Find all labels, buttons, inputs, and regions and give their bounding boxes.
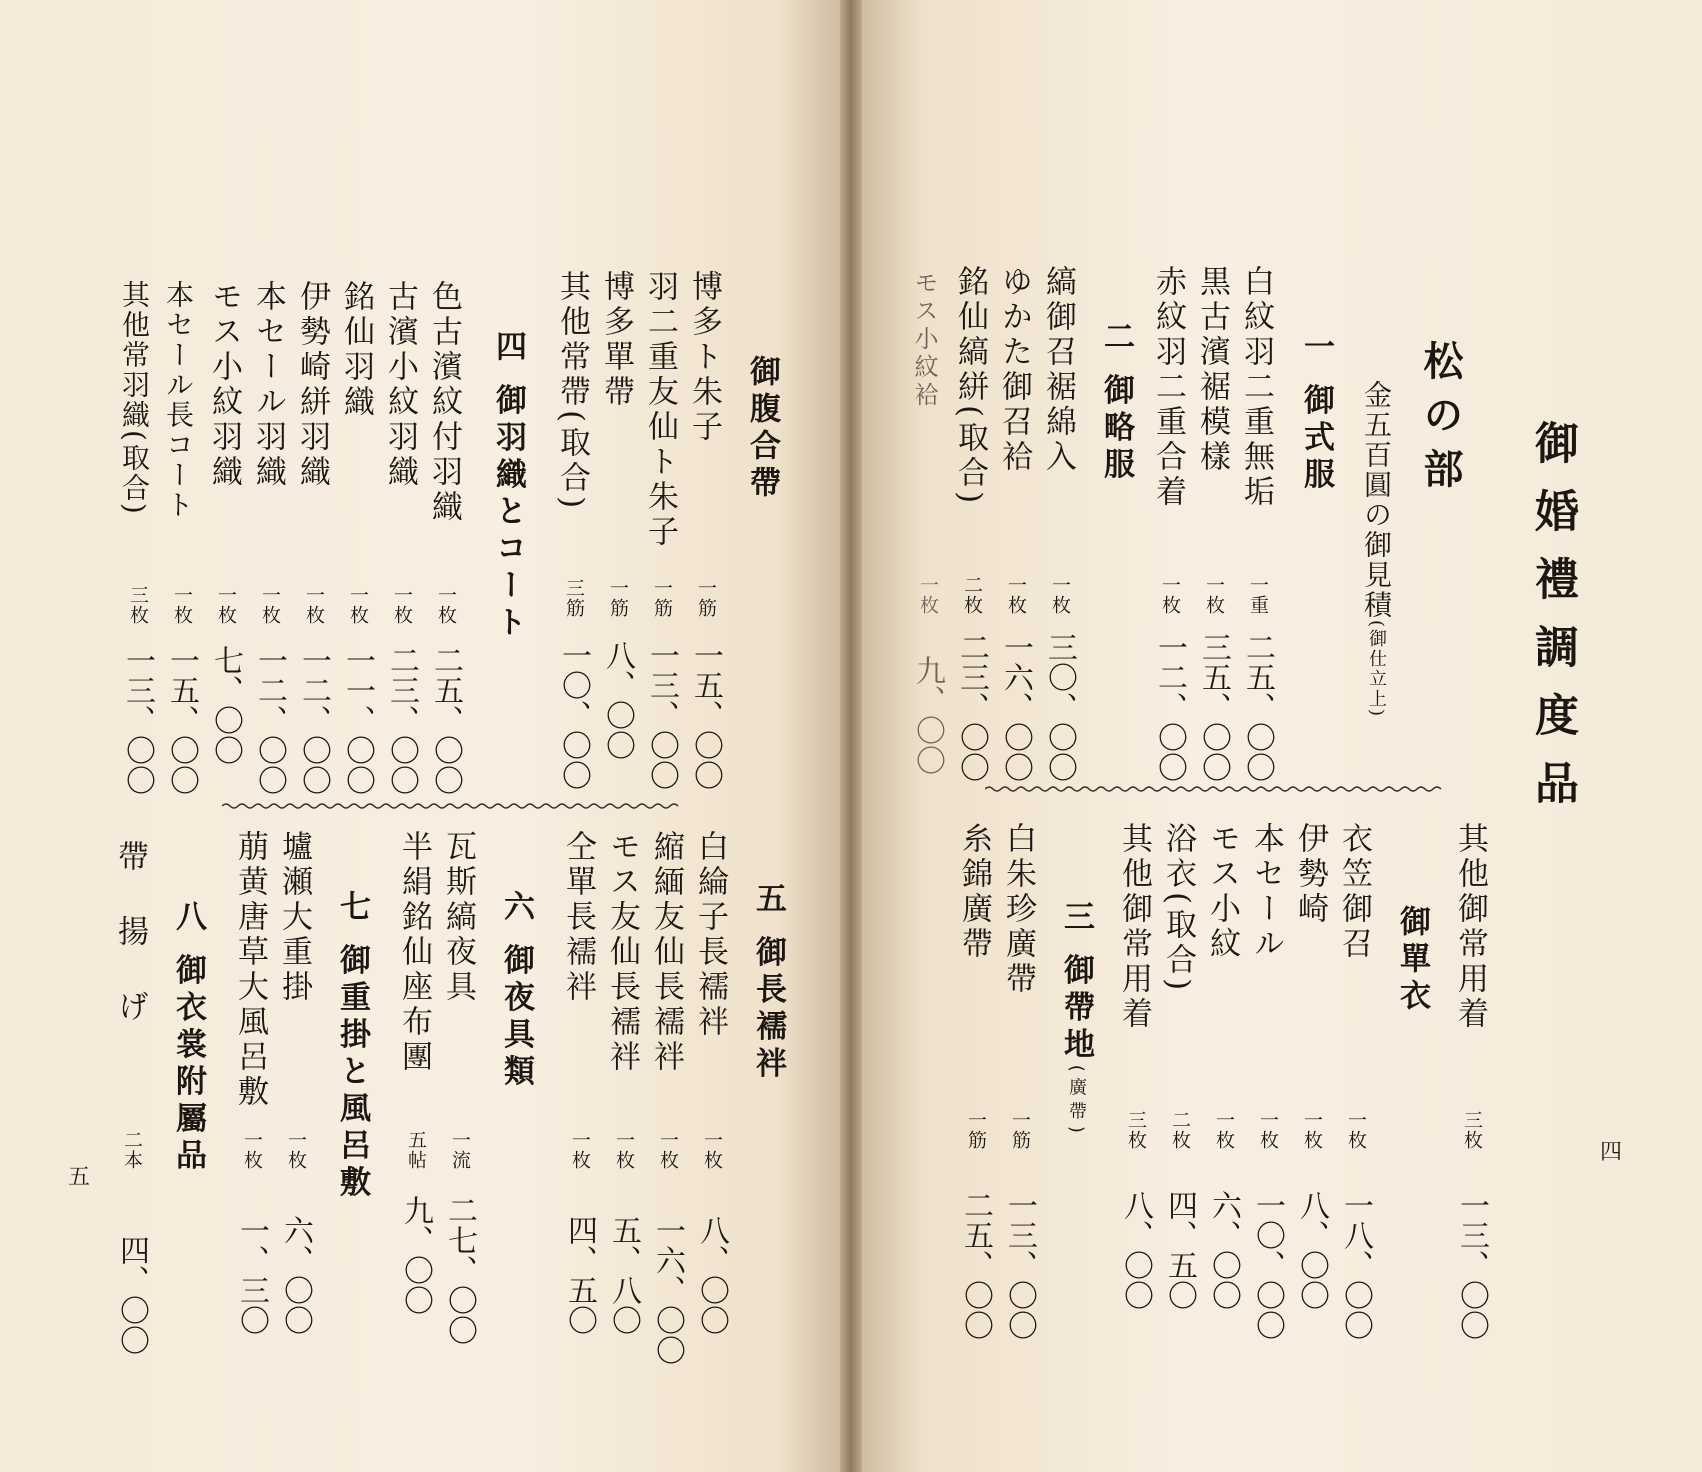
item-name: 仝單長襦袢 (560, 830, 596, 1005)
budget-text: 金五百圓の御見積(御仕立上) (1360, 380, 1393, 719)
item-qty: 一枚 (1049, 575, 1071, 615)
item-price: 一〇、〇〇 (1250, 1190, 1285, 1340)
item-qty: 二本 (121, 1130, 143, 1170)
item-name: 銘仙羽織 (338, 280, 374, 420)
item-name: 其他常羽織(取合) (118, 280, 151, 516)
page-number: 四 (1600, 1140, 1623, 1165)
item-price: 一五、〇〇 (688, 640, 723, 790)
item-name: 黒古濱裾模樣 (1194, 265, 1230, 475)
group-heading: 二 御略服 (1098, 320, 1134, 485)
item-name: 本セール羽織 (250, 280, 286, 490)
item-qty: 一枚 (657, 1130, 679, 1170)
item-price: 一三、〇〇 (120, 645, 155, 795)
item-name: 縞御召裾綿入 (1040, 265, 1076, 475)
item-price: 二三、〇〇 (384, 645, 419, 795)
section-title: 松の部 (1417, 340, 1463, 502)
item-qty: 一枚 (391, 585, 413, 625)
item-price: 二五、〇〇 (428, 645, 463, 795)
item-name: 博多ト朱子 (686, 270, 722, 445)
group-heading: 三 御帶地(廣帶) (1058, 900, 1094, 1139)
item-price: 二三、〇〇 (954, 632, 989, 782)
item-price: 四、五〇 (562, 1215, 597, 1335)
item-price: 六、〇〇 (278, 1215, 313, 1335)
wavy-divider (985, 785, 1445, 793)
item-price: 二五、〇〇 (958, 1190, 993, 1340)
group-heading: 御腹合帶 (744, 355, 780, 503)
item-price: 一三、〇〇 (1454, 1190, 1489, 1340)
item-qty: 一枚 (285, 1130, 307, 1170)
item-qty: 一枚 (303, 585, 325, 625)
item-price: 二五、〇〇 (1240, 632, 1275, 782)
item-price: 九、〇〇 (398, 1195, 433, 1315)
item-name: 白紋羽二重無垢 (1238, 265, 1274, 510)
item-name: 瓦斯縞夜具 (440, 830, 476, 1005)
item-name: 伊勢崎 (1292, 822, 1328, 927)
item-price: 三五、〇〇 (1196, 632, 1231, 782)
item-name: 羽二重友仙ト朱子 (642, 270, 678, 550)
item-name: モス小紋 (1204, 822, 1240, 962)
item-qty: 一筋 (695, 578, 717, 618)
item-qty: 一枚 (241, 1130, 263, 1170)
item-qty: 一枚 (1005, 575, 1027, 615)
item-qty: 一枚 (701, 1130, 723, 1170)
group-heading: 四 御羽織とコート (490, 330, 526, 643)
item-name: モス友仙長襦袢 (604, 830, 640, 1075)
item-name: 衣笠御召 (1336, 822, 1372, 962)
item-name: 色古濱紋付羽織 (426, 280, 462, 525)
item-qty: 一枚 (347, 585, 369, 625)
item-qty: 一重 (1247, 575, 1269, 615)
item-price: 一五、〇〇 (164, 645, 199, 795)
item-qty: 一筋 (607, 578, 629, 618)
item-name: モス小紋袷 (910, 270, 938, 410)
item-name: 赤紋羽二重合着 (1150, 265, 1186, 510)
item-qty: 一枚 (1213, 1110, 1235, 1150)
item-qty: 一枚 (917, 575, 939, 615)
item-name: 本セール (1248, 822, 1284, 962)
group-heading: 七 御重掛と風呂敷 (334, 890, 370, 1203)
item-price: 四、五〇 (1162, 1190, 1197, 1310)
page-number: 五 (68, 1165, 91, 1190)
item-price: 一二、〇〇 (296, 645, 331, 795)
item-price: 八、〇〇 (694, 1215, 729, 1335)
item-name: 壚瀬大重掛 (276, 830, 312, 1005)
item-qty: 三枚 (1125, 1110, 1147, 1150)
item-name: 其他常帶(取合) (554, 270, 590, 513)
item-name: 伊勢崎絣羽織 (294, 280, 330, 490)
item-qty: 一枚 (435, 585, 457, 625)
item-qty: 一枚 (1301, 1110, 1323, 1150)
item-price: 四、〇〇 (114, 1235, 149, 1355)
item-qty: 一筋 (965, 1110, 987, 1150)
wavy-divider (222, 802, 682, 810)
item-price: 一三、〇〇 (1002, 1190, 1037, 1340)
item-name: 白朱珍廣帶 (1000, 822, 1036, 997)
item-price: 七、〇〇 (208, 645, 243, 765)
item-qty: 二枚 (961, 575, 983, 615)
item-qty: 三筋 (563, 578, 585, 618)
item-qty: 一枚 (1345, 1110, 1367, 1150)
item-price: 五、八〇 (606, 1215, 641, 1335)
item-qty: 三枚 (127, 585, 149, 625)
item-price: 二七、〇〇 (442, 1195, 477, 1345)
item-qty: 一流 (449, 1130, 471, 1170)
item-name: 糸錦廣帶 (956, 822, 992, 962)
item-price: 六、〇〇 (1206, 1190, 1241, 1310)
item-price: 一〇、〇〇 (556, 640, 591, 790)
item-qty: 一枚 (1203, 575, 1225, 615)
item-name: 縮緬友仙長襦袢 (648, 830, 684, 1075)
item-qty: 一枚 (1257, 1110, 1279, 1150)
item-qty: 一枚 (171, 585, 193, 625)
item-name: 浴衣(取合) (1160, 822, 1196, 995)
group-heading: 八 御衣裳附屬品 (170, 900, 206, 1176)
item-price: 九、〇〇 (910, 655, 945, 775)
item-qty: 一筋 (651, 578, 673, 618)
item-name: 半絹銘仙座布團 (396, 830, 432, 1075)
item-price: 三〇、〇〇 (1042, 632, 1077, 782)
item-qty: 一筋 (1009, 1110, 1031, 1150)
item-name: モス小紋羽織 (206, 280, 242, 490)
item-qty: 一枚 (569, 1130, 591, 1170)
item-price: 一二、〇〇 (252, 645, 287, 795)
item-qty: 一枚 (259, 585, 281, 625)
group-heading: 五 御長襦袢 (750, 882, 786, 1084)
item-price: 一三、〇〇 (644, 640, 679, 790)
item-price: 一六、〇〇 (650, 1215, 685, 1365)
item-price: 八、〇〇 (1294, 1190, 1329, 1310)
group-heading: 六 御夜具類 (498, 890, 534, 1092)
item-name: 帶揚げ (112, 840, 148, 1065)
item-price: 八、〇〇 (1118, 1190, 1153, 1310)
item-qty: 一枚 (613, 1130, 635, 1170)
item-qty: 二枚 (1169, 1110, 1191, 1150)
item-price: 八、〇〇 (600, 640, 635, 760)
book-gutter (840, 0, 862, 1472)
item-name: 博多單帶 (598, 270, 634, 410)
page-title: 御婚禮調度品 (1527, 420, 1578, 828)
group-heading: 一 御式服 (1298, 330, 1334, 495)
item-price: 一二、〇〇 (1152, 632, 1187, 782)
item-qty: 一枚 (215, 585, 237, 625)
item-price: 一一、〇〇 (340, 645, 375, 795)
item-qty: 五帖 (405, 1130, 427, 1170)
item-name: 白綸子長襦袢 (692, 830, 728, 1040)
item-name: 銘仙縞絣(取合) (952, 265, 988, 508)
item-name: 其他御常用着 (1452, 822, 1488, 1032)
group-heading: 御單衣 (1394, 905, 1430, 1016)
item-price: 一六、〇〇 (998, 632, 1033, 782)
item-price: 一八、〇〇 (1338, 1190, 1373, 1340)
item-name: 古濱小紋羽織 (382, 280, 418, 490)
item-qty: 三枚 (1461, 1110, 1483, 1150)
item-name: 其他御常用着 (1116, 822, 1152, 1032)
item-price: 一、三〇 (234, 1215, 269, 1335)
item-name: 本セール長コート (162, 280, 195, 520)
item-name: 萠黄唐草大風呂敷 (232, 830, 268, 1110)
item-name: ゆかた御召袷 (996, 265, 1032, 475)
item-qty: 一枚 (1159, 575, 1181, 615)
